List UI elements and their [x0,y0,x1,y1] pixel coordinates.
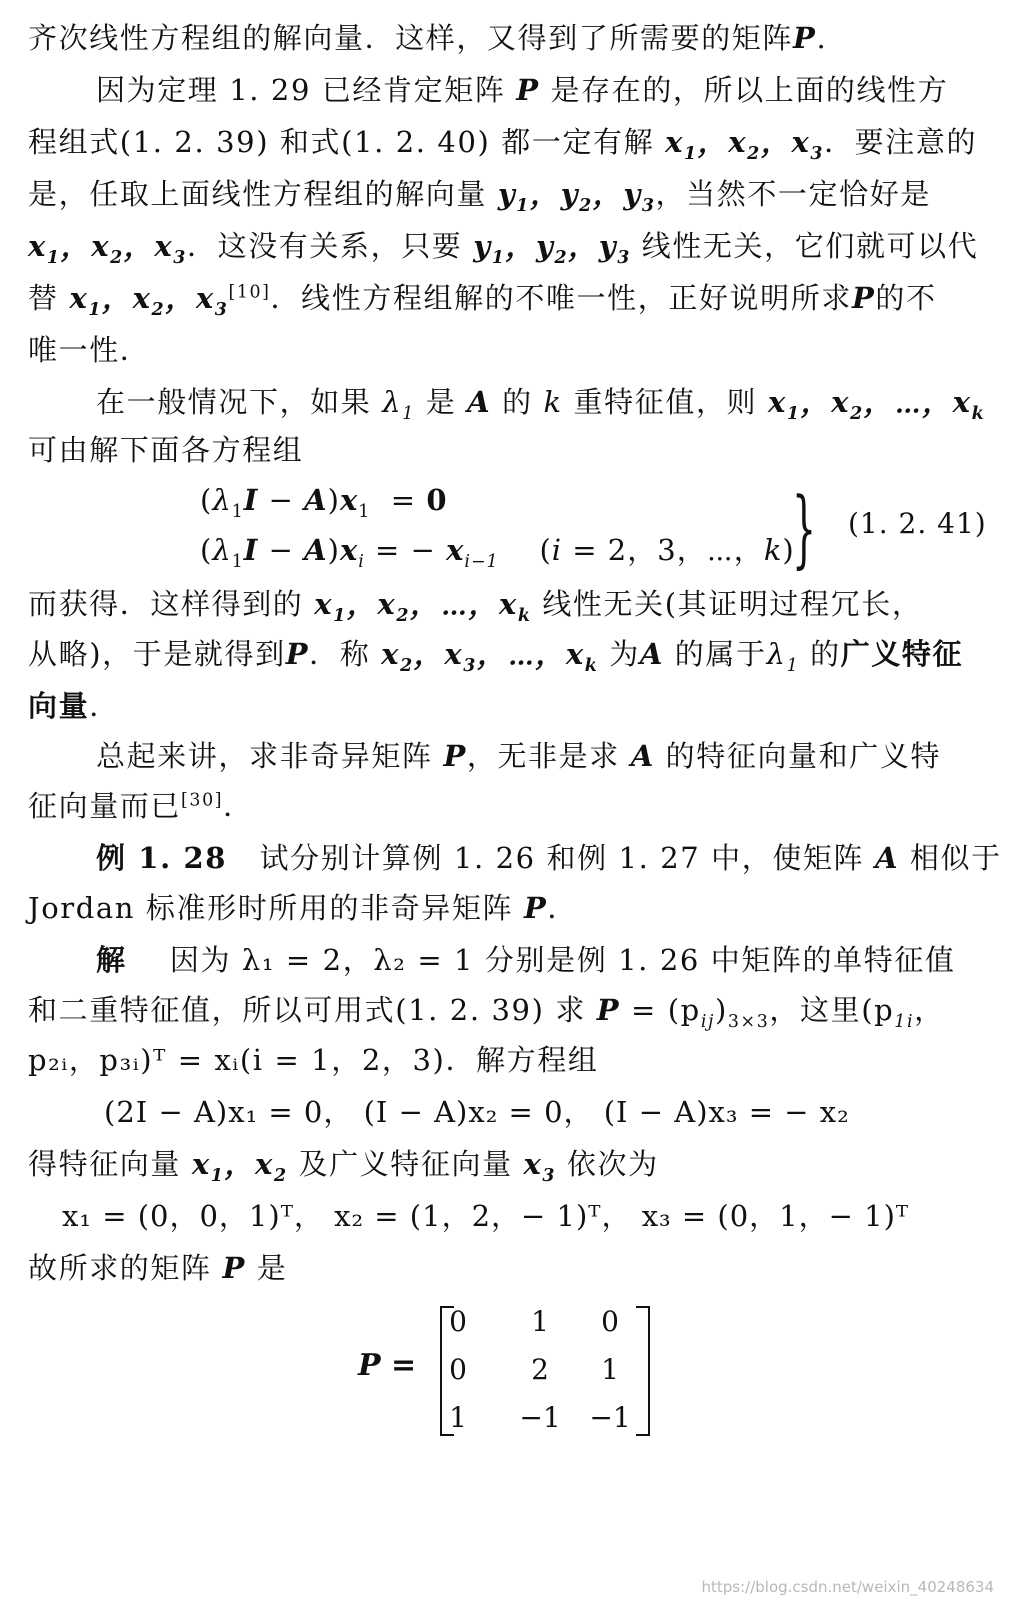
text-line [28,890,578,926]
citation: [30] [181,790,224,811]
text-line [28,432,303,468]
text: 齐次线性方程组的解向量．这样，又得到了所需要的矩阵 [28,21,794,55]
text: 为 [609,637,640,671]
text: 唯一性． [28,333,151,367]
text-line: 齐次线性方程组的解向量．这样，又得到了所需要的矩阵P. [28,21,828,55]
text: 故所求的矩阵 [28,1251,212,1285]
math-vectors: $x_1$，$x_2$ [191,1147,288,1186]
math-A: A [467,385,492,419]
text-line [28,280,937,320]
text-line [96,72,948,108]
watermark: https://blog.csdn.net/weixin_40248634 [701,1578,994,1596]
math-vectors: $y_1$，$y_2$，$y_3$ [473,229,631,268]
text-line [28,124,978,164]
text: 因为 λ₁ = 2，λ₂ = 1 分别是例 1. 26 中矩阵的单特征值 [169,943,956,977]
text: 的不 [875,281,937,315]
math-A: A [874,841,900,875]
text: 重特征值，则 [573,385,758,419]
text: 依次为 [566,1147,659,1181]
text: ．要注意的 [824,125,978,159]
text: 相似于 [909,841,1002,875]
matrix-cell: 0 [449,1353,467,1386]
text: 可由解下面各方程组 [28,433,304,467]
right-brace: } [792,479,817,577]
text: = (p [631,993,701,1027]
text: 的 [810,637,841,671]
bold-term: 向量 [28,689,90,723]
equation: (2I − A)x₁ = 0， (I − A)x₂ = 0， (I − A)x₃ = − x₂ [104,1095,850,1129]
matrix-cell: 1 [449,1401,467,1434]
text-line [28,688,120,724]
text: ，当然不一定恰好是 [655,177,931,211]
text: ) [714,993,728,1027]
text: 替 [28,281,59,315]
text: ．称 [309,637,371,671]
matrix-label: P = [358,1348,417,1383]
text: ． [89,689,120,723]
example-label: 例 1. 28 [96,841,228,875]
text: 总起来讲，求非奇异矩阵 [96,739,433,773]
text: 线性无关，它们就可以代 [641,229,979,263]
text: ， [914,993,945,1027]
text: ．线性方程组解的不唯一性，正好说明所求 [270,281,852,315]
text-line [28,228,979,268]
text-line [28,176,931,216]
citation: [10] [228,282,271,303]
matrix-cell: −1 [589,1401,631,1434]
text-line [28,788,254,824]
math-P: P [793,21,817,55]
math-P: P [443,739,467,773]
text-line [28,1250,287,1286]
equation: x₁ = (0，0，1)ᵀ， x₂ = (1，2，− 1)ᵀ， x₃ = (0，1，− 1)ᵀ [62,1199,910,1233]
text: ． [547,891,578,925]
text: 试分别计算例 1. 26 和例 1. 27 中，使矩阵 [259,841,865,875]
text: 和二重特征值，所以可用式(1. 2. 39) 求 [28,993,586,1027]
math-lambda: $\lambda_1$ [766,637,800,676]
text: 是 [256,1251,288,1285]
math-P: P [222,1251,246,1285]
text: 在一般情况下，如果 [96,385,372,419]
text-line [28,332,150,368]
text-line [28,636,964,676]
text: ，无非是求 [466,739,620,773]
text: ．这没有关系，只要 [187,229,463,263]
math-vector: $x_3$ [523,1147,557,1186]
text-line [96,738,941,774]
text-line [96,942,956,978]
math-vectors: $x_2$，$x_3$，⋯，$x_k$ [381,637,599,676]
text: 而获得．这样得到的 [28,587,304,621]
matrix-cell: 0 [601,1305,619,1338]
equation-line [62,1198,909,1234]
text: 线性无关(其证明过程冗长， [542,587,923,621]
text: 的属于 [674,637,767,671]
matrix-cell: 1 [601,1353,619,1386]
text-line [28,1042,598,1078]
text: 因为定理 1. 29 已经肯定矩阵 [96,73,506,107]
solution-label: 解 [96,943,127,977]
text: 是 [425,385,457,419]
equation-line [104,1094,850,1130]
text: 是，任取上面线性方程组的解向量 [28,177,488,211]
text: 的 [502,385,533,419]
text-line [28,1146,659,1186]
text: Jordan 标准形时所用的非奇异矩阵 [28,891,514,925]
text: 的特征向量和广义特 [665,739,942,773]
matrix-cell: 0 [449,1305,467,1338]
math-A: A [630,739,655,773]
math-P: P [516,73,540,107]
text: 得特征向量 [28,1147,182,1181]
matrix-cell: 2 [531,1353,549,1386]
math-P: P [523,891,548,925]
math-k: k [543,385,563,419]
text-line [96,840,1002,876]
math-vectors: $x_1$，$x_2$，⋯，$x_k$ [767,385,986,424]
text-line: 和二重特征值，所以可用式(1. 2. 39) 求 $P = (p_{ij})_{3\times 3}$，这里($p_{1i}$， [28,993,945,1032]
matrix-cell: 1 [531,1305,549,1338]
text: 是存在的，所以上面的线性方 [550,73,949,107]
math-vectors: $y_1$，$y_2$，$y_3$ [497,177,656,216]
math-lambda: $\lambda_1$ [382,385,415,424]
text: 及广义特征向量 [298,1147,513,1181]
matrix-P [358,1300,678,1442]
math-P: P [851,281,876,315]
text-line [28,586,923,626]
equation-line: $(\lambda_1I - A)x_i$ = − $x_{i-1}$ (i = 2，3，⋯，k) [200,533,795,572]
math-P: P [596,993,621,1027]
math-vectors: $x_1$，$x_2$，$x_3$ [665,125,825,164]
text: ． [223,789,254,823]
matrix-cell: −1 [519,1401,561,1434]
text: 征向量而已 [28,789,182,823]
text: 从略)，于是就得到 [28,637,286,671]
text: p₂ᵢ，p₃ᵢ)ᵀ = xᵢ(i = 1，2，3)．解方程组 [28,1043,599,1077]
math-vectors: $x_1$，$x_2$，⋯，$x_k$ [314,587,532,626]
text: 程组式(1. 2. 39) 和式(1. 2. 40) 都一定有解 [28,125,655,159]
equation-number: (1. 2. 41) [848,507,987,540]
math-vectors: $x_1$，$x_2$，$x_3$ [28,229,187,268]
bold-term: 广义特征 [840,637,964,671]
equation-line: $(\lambda_1I - A)x_1 = 0$ [200,483,448,522]
math-P: P [285,637,310,671]
text: ，这里(p [769,993,895,1027]
text-line [96,384,986,424]
math-A: A [639,637,664,671]
math-vectors: $x_1$，$x_2$，$x_3$ [69,281,229,320]
